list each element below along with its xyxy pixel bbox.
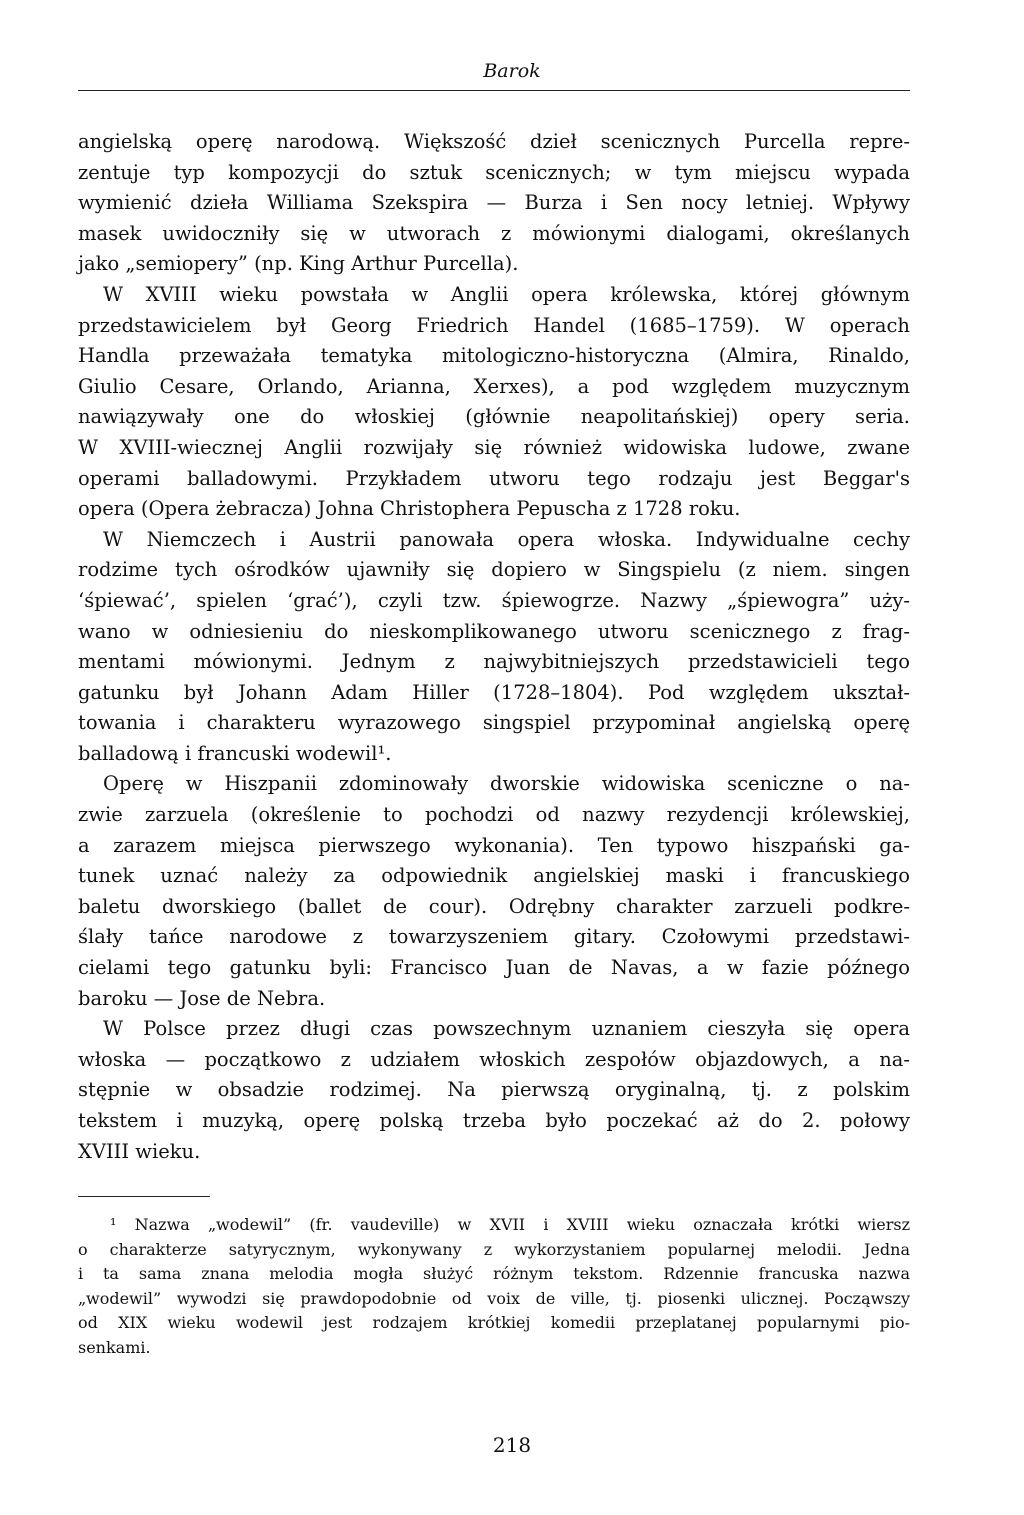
text-line: stępnie w obsadzie rodzimej. Na pierwszą oryginalną, tj. z polskim	[78, 1078, 910, 1102]
text-line: angielską operę narodową. Większość dzieł scenicznych Purcella repre-	[78, 130, 910, 153]
text-line: W XVIII wieku powstała w Anglii opera królewska, której głównym	[103, 282, 910, 306]
footnote-line: ¹ Nazwa „wodewil” (fr. vaudeville) w XVII i XVIII wieku oznaczała krótki wiersz	[110, 1215, 910, 1234]
text-line: XVIII wieku.	[78, 1139, 201, 1163]
running-head-title: Barok	[483, 60, 541, 82]
text-line: wano w odniesieniu do nieskomplikowanego utworu scenicznego z frag-	[78, 619, 910, 643]
text-line: zwie zarzuela (określenie to pochodzi od nazwy rezydencji królewskiej,	[78, 803, 910, 827]
text-line: opera (Opera żebracza) Johna Christophera Pepuscha z 1728 roku.	[78, 497, 741, 521]
text-line: masek uwidoczniły się w utworach z mówionymi dialogami, określanych	[78, 221, 910, 245]
footnote-rule	[78, 1196, 210, 1197]
text-line: baletu dworskiego (ballet de cour). Odrębny charakter zarzueli podkre-	[78, 894, 910, 918]
text-line: jako „semiopery” (np. King Arthur Purcella).	[78, 252, 519, 276]
text-line: nawiązywały one do włoskiej (głównie neapolitańskiej) opery seria.	[78, 405, 910, 429]
text-line: towania i charakteru wyrazowego singspiel przypominał angielską operę	[78, 711, 910, 735]
text-line: operami balladowymi. Przykładem utworu tego rodzaju jest Beggar's	[78, 466, 910, 490]
footnote	[78, 1213, 910, 1361]
text-line: gatunku był Johann Adam Hiller (1728–1804). Pod względem ukształ-	[78, 680, 910, 704]
text-line: tekstem i muzyką, operę polską trzeba było poczekać aż do 2. połowy	[78, 1109, 910, 1132]
text-line: rodzime tych ośrodków ujawniły się dopiero w Singspielu (z niem. singen	[78, 558, 910, 582]
header-rule	[78, 90, 910, 91]
text-line: ‘śpiewać’, spielen ‘grać’), czyli tzw. śpiewogrze. Nazwy „śpiewogra” uży-	[78, 588, 910, 612]
text-line: baroku — Jose de Nebra.	[78, 986, 326, 1010]
text-line: tunek uznać należy za odpowiednik angielskiej maski i francuskiego	[78, 864, 910, 888]
footnote-line: „wodewil” wywodzi się prawdopodobnie od voix de ville, tj. piosenki ulicznej. Począwszy	[78, 1288, 910, 1308]
text-line: cielami tego gatunku byli: Francisco Juan de Navas, a w fazie późnego	[78, 956, 910, 980]
text-line: przedstawicielem był Georg Friedrich Handel (1685–1759). W operach	[78, 313, 910, 337]
main-text	[78, 127, 910, 1167]
footnote-line: i ta sama znana melodia mogła służyć różnym tekstom. Rdzennie francuska nazwa	[78, 1264, 910, 1284]
page-number: 218	[492, 1433, 532, 1457]
text-line: a zarazem miejsca pierwszego wykonania). Ten typowo hiszpański ga-	[78, 833, 910, 857]
text-line: W Polsce przez długi czas powszechnym uznaniem cieszyła się opera	[103, 1017, 910, 1041]
text-line: mentami mówionymi. Jednym z najwybitniejszych przedstawicieli tego	[78, 650, 910, 674]
text-line: wymienić dzieła Williama Szekspira — Burza i Sen nocy letniej. Wpływy	[78, 191, 910, 215]
text-line: włoska — początkowo z udziałem włoskich zespołów objazdowych, a na-	[78, 1047, 910, 1071]
text-line: W XVIII-wiecznej Anglii rozwijały się również widowiska ludowe, zwane	[78, 435, 910, 459]
text-line: ślały tańce narodowe z towarzyszeniem gitary. Czołowymi przedstawi-	[78, 925, 910, 949]
text-line: Giulio Cesare, Orlando, Arianna, Xerxes), a pod względem muzycznym	[78, 374, 910, 398]
footnote-line: senkami.	[78, 1337, 151, 1357]
text-line: balladową i francuski wodewil¹.	[78, 741, 392, 765]
footnote-line: od XIX wieku wodewil jest rodzajem krótkiej komedii przeplatanej popularnymi pio-	[78, 1313, 910, 1333]
text-line: Operę w Hiszpanii zdominowały dworskie widowiska sceniczne o na-	[103, 772, 910, 796]
text-line: Handla przeważała tematyka mitologiczno-historyczna (Almira, Rinaldo,	[78, 344, 910, 368]
text-line: zentuje typ kompozycji do sztuk scenicznych; w tym miejscu wypada	[78, 160, 910, 184]
text-line: W Niemczech i Austrii panowała opera włoska. Indywidualne cechy	[103, 527, 910, 551]
footnote-line: o charakterze satyrycznym, wykonywany z wykorzystaniem popularnej melodii. Jedna	[78, 1239, 910, 1259]
